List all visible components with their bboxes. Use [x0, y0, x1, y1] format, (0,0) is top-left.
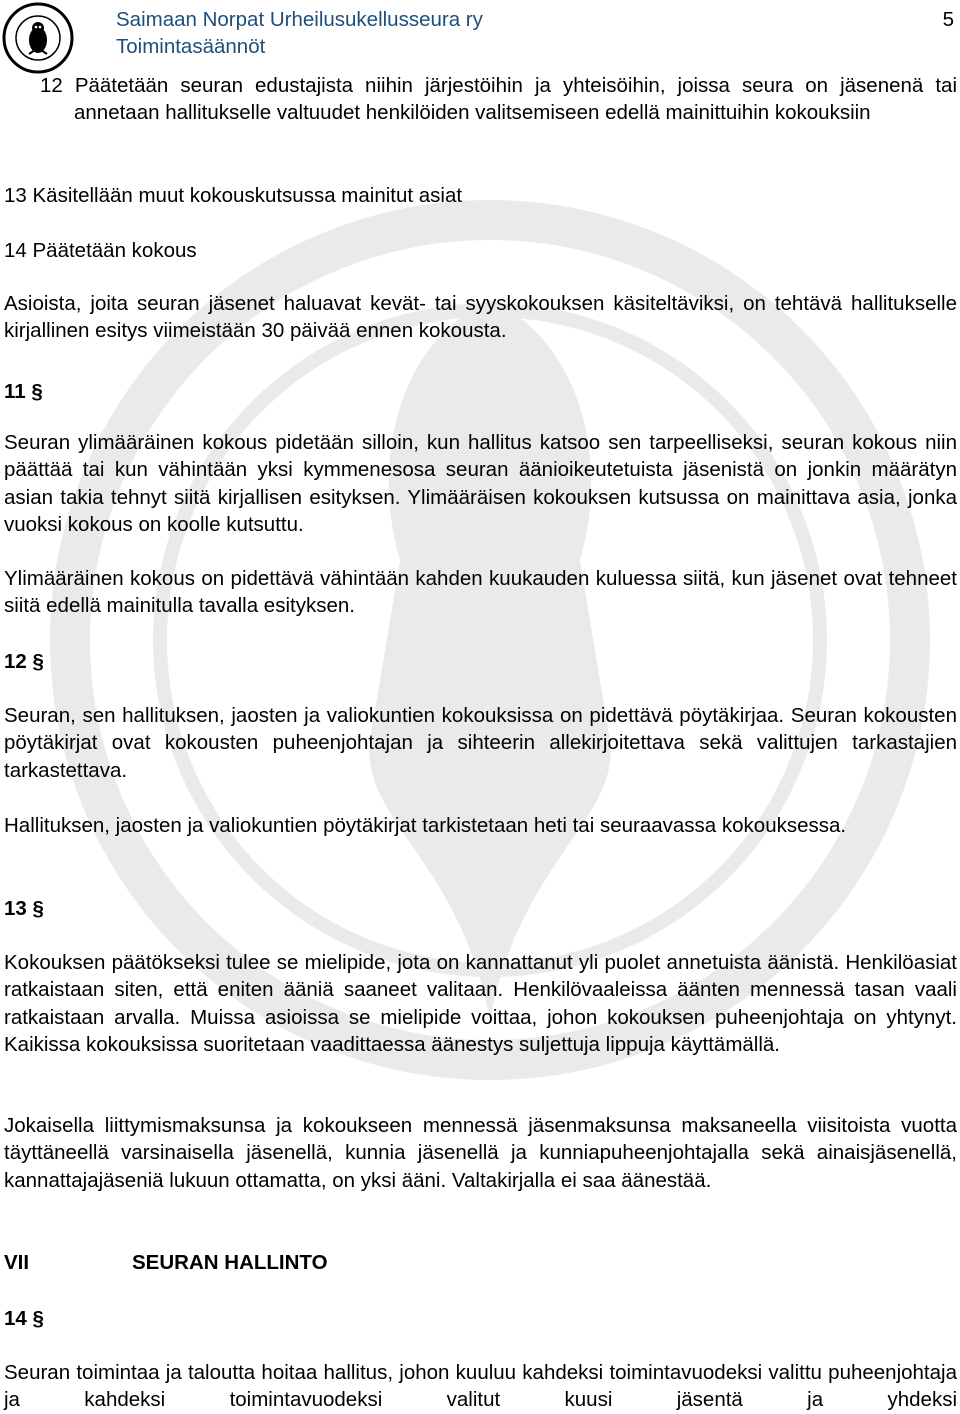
agenda-item-13: 13 Käsitellään muut kokouskutsussa mainitut asiat — [4, 184, 463, 207]
meeting-proposals-paragraph: Asioista, joita seuran jäsenet haluavat kevät- tai syyskokouksen käsiteltäviksi, on tehtävä hallitukselle kirjallinen esitys viimeistään 30 päivää ennen kokousta. — [4, 292, 957, 343]
section-11-paragraph-1: Seuran ylimääräinen kokous pidetään silloin, kun hallitus katsoo sen tarpeelliseksi, seuran kokous niin päättää tai kun vähintään yksi kymmenesosa seuran äänioikeutetuista jäsenistä on jonkin määrätyn asian takia tehnyt siitä kirjallisen esityksen. Ylimääräisen kokouksen kutsussa on mainittava asia, jonka vuoksi kokous on koolle kutsuttu. — [4, 431, 957, 536]
section-11-paragraph-2: Ylimääräinen kokous on pidettävä vähintään kahden kuukauden kuluessa siitä, kun jäsenet ovat tehneet siitä edellä mainitulla tavalla esityksen. — [4, 567, 957, 618]
agenda-item-14: 14 Päätetään kokous — [4, 239, 197, 262]
section-13-heading: 13 § — [4, 897, 44, 920]
document-title: Toimintasäännöt — [116, 35, 266, 58]
page-number: 5 — [942, 8, 954, 31]
section-14-paragraph-1: Seuran toimintaa ja taloutta hoitaa hallitus, johon kuuluu kahdeksi toimintavuodeksi valittu puheenjohtaja ja kahdeksi toimintavuodeksi valitut kuusi jäsentä ja yhdeksi — [4, 1361, 957, 1412]
section-11-heading: 11 § — [4, 380, 43, 403]
section-13-paragraph-1: Kokouksen päätökseksi tulee se mielipide, jota on kannattanut yli puolet annetuista äänistä. Henkilöasiat ratkaistaan siten, että eniten ääniä saaneet valitaan. Henkilövaaleissa äänten mennessä tasan vaali ratkaistaan arvalla. Muissa asioissa se mielipide voittaa, johon kokouksen puheenjohtaja on yhtynyt. Kaikissa kokouksissa suoritetaan vaadittaessa äänestys suljettuja lippuja käyttämällä. — [4, 951, 957, 1056]
club-logo — [2, 2, 74, 74]
section-13-paragraph-2: Jokaisella liittymismaksunsa ja kokoukseen mennessä jäsenmaksunsa maksaneella viisitoista vuotta täyttäneellä varsinaisella jäsenellä, kunnia jäsenellä ja kunniapuheenjohtajalla sekä ainaisjäsenellä, kannattajajäseniä lukuun ottamatta, on yksi ääni. Valtakirjalla ei saa äänestää. — [4, 1114, 957, 1192]
section-12-paragraph-1: Seuran, sen hallituksen, jaosten ja valiokuntien kokouksissa on pidettävä pöytäkirjaa. Seuran kokousten pöytäkirjat ovat kokousten puheenjohtajan ja sihteerin allekirjoitettava sekä valittujen tarkastajien tarkastettava. — [4, 704, 957, 782]
section-12-paragraph-2: Hallituksen, jaosten ja valiokuntien pöytäkirjat tarkistetaan heti tai seuraavassa kokouksessa. — [4, 814, 847, 837]
chapter-number: VII — [4, 1251, 30, 1274]
page-header — [116, 6, 956, 60]
section-14-heading: 14 § — [4, 1307, 44, 1330]
section-12-heading: 12 § — [4, 650, 44, 673]
organization-name: Saimaan Norpat Urheilusukellusseura ry — [116, 8, 483, 31]
chapter-title: SEURAN HALLINTO — [132, 1251, 328, 1274]
agenda-item-12: 12 Päätetään seuran edustajista niihin järjestöihin ja yhteisöihin, joissa seura on jäsenenä tai annetaan hallitukselle valtuudet henkilöiden valitsemiseen edellä mainittuihin kokouksiin — [40, 74, 957, 125]
